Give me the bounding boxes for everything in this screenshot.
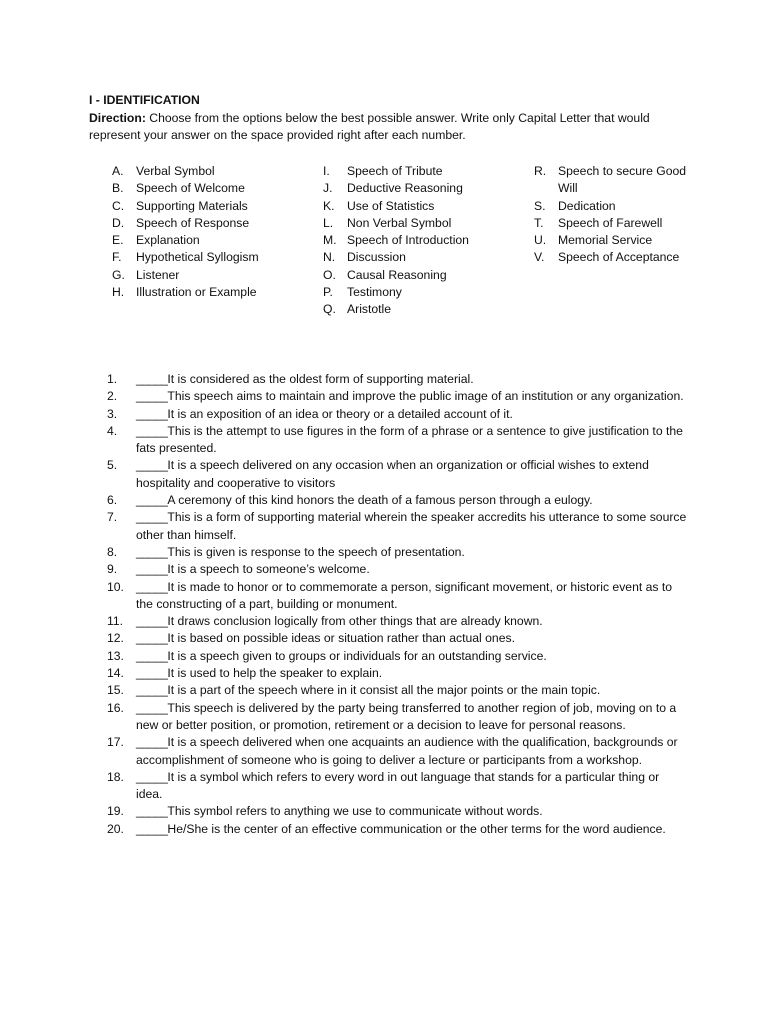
question-text: It is an exposition of an idea or theory or a detailed account of it. bbox=[167, 406, 513, 421]
question-number: 17. bbox=[107, 735, 124, 750]
answer-blank[interactable]: _____ bbox=[136, 406, 168, 421]
answer-blank[interactable]: _____ bbox=[136, 544, 168, 559]
option-letter: F. bbox=[112, 250, 122, 265]
answer-blank[interactable]: _____ bbox=[136, 579, 168, 594]
option-text: Discussion bbox=[347, 250, 406, 265]
option-text: Speech of Farewell bbox=[558, 215, 663, 230]
question-item bbox=[107, 821, 687, 838]
option-text: Supporting Materials bbox=[136, 198, 248, 213]
answer-blank[interactable]: _____ bbox=[136, 562, 168, 577]
option-item bbox=[323, 180, 508, 197]
question-text: It is a speech given to groups or individuals for an outstanding service. bbox=[167, 648, 547, 663]
option-item bbox=[112, 215, 297, 232]
options-column-2 bbox=[323, 163, 508, 319]
option-text: Memorial Service bbox=[558, 233, 653, 248]
option-item bbox=[323, 198, 508, 215]
question-number: 11. bbox=[107, 614, 124, 629]
question-text: It is used to help the speaker to explain. bbox=[167, 666, 383, 681]
option-letter: R. bbox=[534, 164, 547, 178]
option-item bbox=[112, 163, 297, 180]
question-text: It draws conclusion logically from other things that are already known. bbox=[167, 614, 543, 629]
options-column-3 bbox=[534, 163, 694, 267]
question-item bbox=[107, 630, 687, 647]
question-text: It is a part of the speech where in it consist all the major points or the main topic. bbox=[167, 683, 601, 698]
question-item bbox=[107, 561, 687, 578]
option-letter: T. bbox=[534, 215, 544, 230]
question-number: 2. bbox=[107, 389, 118, 404]
question-number: 10. bbox=[107, 579, 124, 594]
option-text: Illustration or Example bbox=[136, 285, 257, 300]
option-text: Deductive Reasoning bbox=[347, 181, 463, 196]
option-letter: N. bbox=[323, 250, 336, 265]
question-text: He/She is the center of an effective communication or the other terms for the word audience. bbox=[167, 821, 666, 836]
option-letter: D. bbox=[112, 215, 125, 230]
option-letter: P. bbox=[323, 285, 333, 300]
option-item bbox=[323, 301, 508, 318]
section-heading: I - IDENTIFICATION bbox=[89, 93, 200, 107]
question-item bbox=[107, 803, 687, 820]
answer-blank[interactable]: _____ bbox=[136, 458, 168, 473]
option-item bbox=[323, 163, 508, 180]
question-body bbox=[136, 648, 687, 665]
question-number: 9. bbox=[107, 562, 118, 577]
option-text: Speech of Tribute bbox=[347, 164, 443, 178]
question-number: 8. bbox=[107, 544, 118, 559]
question-item bbox=[107, 648, 687, 665]
question-item bbox=[107, 509, 687, 544]
question-text: This is the attempt to use figures in the form of a phrase or a sentence to give justification to the fats presented. bbox=[136, 423, 683, 456]
question-text: It is a symbol which refers to every word in out language that stands for a particular thing or idea. bbox=[136, 769, 660, 802]
option-text: Hypothetical Syllogism bbox=[136, 250, 259, 265]
option-item bbox=[534, 215, 694, 232]
option-letter: V. bbox=[534, 250, 545, 265]
question-body bbox=[136, 769, 687, 804]
option-item bbox=[112, 180, 297, 197]
option-item bbox=[112, 284, 297, 301]
question-item bbox=[107, 613, 687, 630]
question-number: 19. bbox=[107, 804, 124, 819]
question-text: It is made to honor or to commemorate a person, significant movement, or historic event as to the constructing of a part, building or monument. bbox=[136, 579, 673, 611]
option-item bbox=[323, 232, 508, 249]
option-letter: B. bbox=[112, 181, 124, 196]
answer-blank[interactable]: _____ bbox=[136, 423, 168, 438]
question-text: This is given is response to the speech of presentation. bbox=[167, 544, 465, 559]
answer-blank[interactable]: _____ bbox=[136, 648, 168, 663]
question-item bbox=[107, 579, 687, 614]
option-letter: A. bbox=[112, 164, 124, 178]
question-item bbox=[107, 457, 687, 492]
question-item bbox=[107, 388, 687, 405]
answer-blank[interactable]: _____ bbox=[136, 769, 168, 784]
option-item bbox=[323, 249, 508, 266]
option-text: Listener bbox=[136, 267, 180, 282]
answer-blank[interactable]: _____ bbox=[136, 683, 168, 698]
answer-blank[interactable]: _____ bbox=[136, 804, 168, 819]
option-item bbox=[112, 249, 297, 266]
option-letter: J. bbox=[323, 181, 333, 196]
question-number: 7. bbox=[107, 510, 118, 525]
option-item bbox=[534, 198, 694, 215]
direction-label: Direction: bbox=[89, 111, 146, 125]
question-text: It is a speech delivered when one acquaints an audience with the qualification, backgrounds or accomplishment of someone who is going to deliver a lecture or participants from a workshop. bbox=[136, 735, 678, 767]
question-body bbox=[136, 371, 687, 388]
question-text: This is a form of supporting material wherein the speaker accredits his utterance to some source other than himself. bbox=[136, 510, 687, 542]
question-body bbox=[136, 734, 687, 769]
option-text: Speech of Introduction bbox=[347, 233, 469, 248]
answer-blank[interactable]: _____ bbox=[136, 614, 168, 629]
option-text: Aristotle bbox=[347, 302, 392, 317]
answer-blank[interactable]: _____ bbox=[136, 735, 168, 750]
question-number: 3. bbox=[107, 406, 118, 421]
question-text: A ceremony of this kind honors the death of a famous person through a eulogy. bbox=[167, 493, 593, 508]
question-item bbox=[107, 734, 687, 769]
option-text: Explanation bbox=[136, 233, 200, 248]
question-item bbox=[107, 371, 687, 388]
question-text: It is based on possible ideas or situation rather than actual ones. bbox=[167, 631, 515, 646]
direction-paragraph bbox=[89, 110, 689, 145]
question-text: This speech is delivered by the party being transferred to another region of job, moving on to a new or better position, or promotion, retirement or a decision to leave for personal reasons. bbox=[136, 700, 677, 732]
question-text: It is a speech to someone’s welcome. bbox=[167, 562, 370, 577]
question-body bbox=[136, 509, 687, 544]
option-letter: Q. bbox=[323, 302, 336, 317]
option-item bbox=[323, 284, 508, 301]
option-letter: C. bbox=[112, 198, 125, 213]
option-letter: G. bbox=[112, 267, 125, 282]
question-item bbox=[107, 544, 687, 561]
option-letter: O. bbox=[323, 267, 336, 282]
option-item bbox=[112, 198, 297, 215]
question-item bbox=[107, 423, 687, 458]
question-item bbox=[107, 769, 687, 804]
question-body bbox=[136, 803, 687, 820]
question-item bbox=[107, 682, 687, 699]
option-text: Speech of Acceptance bbox=[558, 250, 680, 265]
question-item bbox=[107, 665, 687, 682]
question-number: 18. bbox=[107, 769, 124, 784]
option-text: Speech to secure Good Will bbox=[558, 164, 687, 196]
question-body bbox=[136, 388, 687, 405]
question-body bbox=[136, 613, 687, 630]
question-body bbox=[136, 579, 687, 614]
question-body bbox=[136, 561, 687, 578]
option-item bbox=[534, 232, 694, 249]
question-body bbox=[136, 457, 687, 492]
option-letter: H. bbox=[112, 285, 125, 300]
option-text: Dedication bbox=[558, 198, 616, 213]
direction-text: Choose from the options below the best possible answer. Write only Capital Letter that would represent your answer on the space provided right after each number. bbox=[89, 111, 650, 143]
answer-blank[interactable]: _____ bbox=[136, 510, 168, 525]
option-text: Use of Statistics bbox=[347, 198, 435, 213]
question-body bbox=[136, 544, 687, 561]
question-body bbox=[136, 492, 687, 509]
answer-blank[interactable]: _____ bbox=[136, 631, 168, 646]
question-number: 16. bbox=[107, 700, 124, 715]
option-item bbox=[534, 163, 694, 198]
option-item bbox=[112, 267, 297, 284]
question-text: This speech aims to maintain and improve the public image of an institution or any organization. bbox=[167, 389, 684, 404]
answer-blank[interactable]: _____ bbox=[136, 821, 168, 836]
answer-blank[interactable]: _____ bbox=[136, 700, 168, 715]
option-text: Speech of Welcome bbox=[136, 181, 245, 196]
option-letter: I. bbox=[323, 164, 330, 178]
option-item bbox=[112, 232, 297, 249]
option-item bbox=[323, 267, 508, 284]
option-letter: L. bbox=[323, 215, 334, 230]
options-column-1 bbox=[112, 163, 297, 301]
question-body bbox=[136, 665, 687, 682]
question-number: 4. bbox=[107, 423, 118, 438]
question-text: This symbol refers to anything we use to communicate without words. bbox=[167, 804, 543, 819]
question-number: 20. bbox=[107, 821, 124, 836]
question-item bbox=[107, 406, 687, 423]
question-number: 6. bbox=[107, 493, 118, 508]
question-text: It is a speech delivered on any occasion when an organization or official wishes to extend hospitality and cooperative to visitors bbox=[136, 458, 649, 490]
question-body bbox=[136, 821, 687, 838]
option-text: Speech of Response bbox=[136, 215, 250, 230]
option-item bbox=[534, 249, 694, 266]
question-item bbox=[107, 700, 687, 735]
answer-blank[interactable]: _____ bbox=[136, 389, 168, 404]
question-number: 14. bbox=[107, 666, 124, 681]
question-body bbox=[136, 630, 687, 647]
answer-blank[interactable]: _____ bbox=[136, 493, 168, 508]
option-letter: M. bbox=[323, 233, 337, 248]
option-letter: U. bbox=[534, 233, 547, 248]
question-body bbox=[136, 423, 687, 458]
question-text: It is considered as the oldest form of supporting material. bbox=[167, 372, 474, 386]
question-number: 5. bbox=[107, 458, 118, 473]
question-list bbox=[107, 371, 687, 838]
option-letter: E. bbox=[112, 233, 124, 248]
option-item bbox=[323, 215, 508, 232]
answer-blank[interactable]: _____ bbox=[136, 666, 168, 681]
option-letter: K. bbox=[323, 198, 335, 213]
question-item bbox=[107, 492, 687, 509]
option-text: Verbal Symbol bbox=[136, 164, 215, 178]
option-letter: S. bbox=[534, 198, 546, 213]
question-number: 12. bbox=[107, 631, 124, 646]
question-number: 15. bbox=[107, 683, 124, 698]
question-body bbox=[136, 682, 687, 699]
option-text: Testimony bbox=[347, 285, 402, 300]
option-text: Non Verbal Symbol bbox=[347, 215, 452, 230]
question-body bbox=[136, 406, 687, 423]
answer-blank[interactable]: _____ bbox=[136, 372, 168, 386]
question-number: 13. bbox=[107, 648, 124, 663]
question-body bbox=[136, 700, 687, 735]
option-text: Causal Reasoning bbox=[347, 267, 447, 282]
question-number: 1. bbox=[107, 372, 118, 386]
